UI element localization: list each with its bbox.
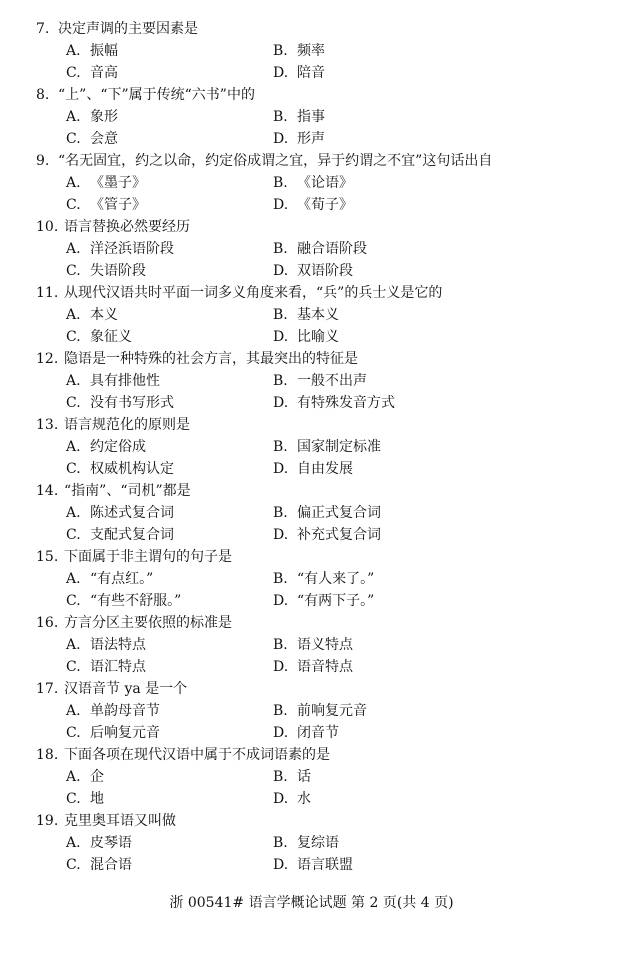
option-text: 频率 xyxy=(297,43,325,59)
option-text: 振幅 xyxy=(90,43,118,59)
option-text: 象形 xyxy=(90,109,118,125)
option-group xyxy=(36,502,616,546)
option-text: 闭音节 xyxy=(297,725,339,741)
answer-option xyxy=(273,106,325,128)
question-text: “指南”、“司机”都是 xyxy=(64,483,191,499)
question-number: 14. xyxy=(36,483,59,499)
question-number: 18. xyxy=(36,747,59,763)
answer-option xyxy=(66,568,153,590)
option-group xyxy=(36,832,616,876)
question-item xyxy=(36,810,616,876)
question-number: 11. xyxy=(36,285,59,301)
option-text: 前响复元音 xyxy=(297,703,367,719)
question-number: 10. xyxy=(36,219,59,235)
option-text: 语音特点 xyxy=(297,659,353,675)
answer-option xyxy=(66,62,118,84)
question-number: 17. xyxy=(36,681,59,697)
answer-option xyxy=(273,326,339,348)
question-stem xyxy=(36,546,616,568)
answer-option xyxy=(66,40,118,62)
option-letter: C. xyxy=(66,329,81,345)
option-letter: A. xyxy=(66,241,81,257)
answer-option xyxy=(66,788,104,810)
option-text: 水 xyxy=(297,791,311,807)
question-item xyxy=(36,480,616,546)
answer-option xyxy=(273,788,311,810)
answer-option xyxy=(66,832,132,854)
option-letter: A. xyxy=(66,43,81,59)
question-text: 汉语音节 ya 是一个 xyxy=(64,681,188,697)
option-text: 没有书写形式 xyxy=(90,395,174,411)
answer-option xyxy=(273,656,353,678)
option-group xyxy=(36,172,616,216)
option-letter: A. xyxy=(66,109,81,125)
answer-option xyxy=(66,634,146,656)
answer-option xyxy=(273,370,367,392)
option-group xyxy=(36,766,616,810)
option-letter: A. xyxy=(66,835,81,851)
option-text: 后响复元音 xyxy=(90,725,160,741)
answer-option xyxy=(273,392,395,414)
option-letter: B. xyxy=(273,505,288,521)
question-text: 决定声调的主要因素是 xyxy=(58,21,198,37)
option-letter: A. xyxy=(66,769,81,785)
option-text: 话 xyxy=(297,769,311,785)
answer-option xyxy=(66,128,118,150)
option-letter: D. xyxy=(273,659,289,675)
option-text: 双语阶段 xyxy=(297,263,353,279)
question-text: 下面各项在现代汉语中属于不成词语素的是 xyxy=(64,747,330,763)
answer-option xyxy=(273,524,381,546)
question-text: “名无固宜，约之以命，约定俗成谓之宜，异于约谓之不宜”这句话出自 xyxy=(58,153,493,169)
option-letter: D. xyxy=(273,857,289,873)
option-group xyxy=(36,634,616,678)
question-stem xyxy=(36,150,616,172)
answer-option xyxy=(273,832,339,854)
question-item xyxy=(36,612,616,678)
option-text: 会意 xyxy=(90,131,118,147)
option-group xyxy=(36,304,616,348)
option-letter: D. xyxy=(273,791,289,807)
option-letter: A. xyxy=(66,175,81,191)
question-item xyxy=(36,414,616,480)
question-stem xyxy=(36,18,616,40)
question-text: 克里奥耳语又叫做 xyxy=(64,813,176,829)
option-text: 约定俗成 xyxy=(90,439,146,455)
answer-option xyxy=(273,260,353,282)
option-letter: B. xyxy=(273,703,288,719)
option-letter: D. xyxy=(273,461,289,477)
question-item xyxy=(36,678,616,744)
answer-option xyxy=(66,656,146,678)
question-item xyxy=(36,18,616,84)
question-stem xyxy=(36,744,616,766)
option-letter: A. xyxy=(66,373,81,389)
answer-option xyxy=(66,172,146,194)
option-letter: C. xyxy=(66,527,81,543)
answer-option xyxy=(66,590,181,612)
option-letter: B. xyxy=(273,571,288,587)
option-letter: C. xyxy=(66,593,81,609)
question-number: 8. xyxy=(36,87,50,103)
option-letter: B. xyxy=(273,175,288,191)
option-text: 《荀子》 xyxy=(297,197,353,213)
question-number: 12. xyxy=(36,351,59,367)
option-letter: C. xyxy=(66,659,81,675)
question-number: 9. xyxy=(36,153,50,169)
question-item xyxy=(36,282,616,348)
option-text: 《管子》 xyxy=(90,197,146,213)
answer-option xyxy=(273,128,325,150)
answer-option xyxy=(273,722,339,744)
option-letter: D. xyxy=(273,329,289,345)
answer-option xyxy=(273,238,367,260)
option-text: 陪音 xyxy=(297,65,325,81)
option-text: 语法特点 xyxy=(90,637,146,653)
answer-option xyxy=(66,370,160,392)
option-text: 复综语 xyxy=(297,835,339,851)
option-letter: A. xyxy=(66,307,81,323)
option-letter: C. xyxy=(66,791,81,807)
option-letter: A. xyxy=(66,571,81,587)
question-item xyxy=(36,84,616,150)
option-text: 洋泾浜语阶段 xyxy=(90,241,174,257)
option-letter: C. xyxy=(66,65,81,81)
option-text: 国家制定标准 xyxy=(297,439,381,455)
answer-option xyxy=(66,106,118,128)
option-group xyxy=(36,436,616,480)
answer-option xyxy=(273,634,353,656)
answer-option xyxy=(273,568,374,590)
option-letter: B. xyxy=(273,43,288,59)
answer-option xyxy=(66,436,146,458)
question-text: 隐语是一种特殊的社会方言，其最突出的特征是 xyxy=(64,351,358,367)
option-letter: B. xyxy=(273,241,288,257)
option-letter: D. xyxy=(273,263,289,279)
option-letter: C. xyxy=(66,197,81,213)
question-text: “上”、“下”属于传统“六书”中的 xyxy=(58,87,255,103)
option-letter: D. xyxy=(273,197,289,213)
answer-option xyxy=(66,326,132,348)
answer-option xyxy=(273,458,353,480)
option-text: 语言联盟 xyxy=(297,857,353,873)
option-text: 形声 xyxy=(297,131,325,147)
option-text: 《论语》 xyxy=(297,175,353,191)
option-text: 音高 xyxy=(90,65,118,81)
question-number: 13. xyxy=(36,417,59,433)
question-text: 方言分区主要依照的标准是 xyxy=(64,615,232,631)
option-letter: A. xyxy=(66,439,81,455)
option-text: 自由发展 xyxy=(297,461,353,477)
answer-option xyxy=(273,854,353,876)
answer-option xyxy=(66,260,146,282)
question-stem xyxy=(36,216,616,238)
answer-option xyxy=(66,854,132,876)
option-text: 偏正式复合词 xyxy=(297,505,381,521)
question-item xyxy=(36,546,616,612)
option-letter: D. xyxy=(273,65,289,81)
option-text: 象征义 xyxy=(90,329,132,345)
answer-option xyxy=(66,392,174,414)
option-letter: A. xyxy=(66,703,81,719)
question-stem xyxy=(36,480,616,502)
answer-option xyxy=(273,502,381,524)
option-text: “有些不舒服。” xyxy=(90,593,182,609)
option-letter: C. xyxy=(66,461,81,477)
option-text: 语义特点 xyxy=(297,637,353,653)
option-text: “有人来了。” xyxy=(297,571,375,587)
answer-option xyxy=(66,766,104,788)
option-text: 混合语 xyxy=(90,857,132,873)
option-group xyxy=(36,106,616,150)
answer-option xyxy=(273,40,325,62)
option-letter: B. xyxy=(273,373,288,389)
option-letter: D. xyxy=(273,395,289,411)
option-letter: C. xyxy=(66,857,81,873)
option-text: 补充式复合词 xyxy=(297,527,381,543)
question-stem xyxy=(36,612,616,634)
option-text: 单韵母音节 xyxy=(90,703,160,719)
option-letter: A. xyxy=(66,505,81,521)
option-text: 《墨子》 xyxy=(90,175,146,191)
option-group xyxy=(36,370,616,414)
option-text: 语汇特点 xyxy=(90,659,146,675)
answer-option xyxy=(66,700,160,722)
option-text: 皮琴语 xyxy=(90,835,132,851)
option-letter: C. xyxy=(66,725,81,741)
answer-option xyxy=(66,304,118,326)
option-text: 指事 xyxy=(297,109,325,125)
option-group xyxy=(36,238,616,282)
option-text: 权威机构认定 xyxy=(90,461,174,477)
answer-option xyxy=(66,238,174,260)
page-footer: 浙 00541# 语言学概论试题 第 2 页(共 4 页) xyxy=(169,895,454,911)
option-letter: D. xyxy=(273,131,289,147)
option-letter: B. xyxy=(273,307,288,323)
question-item xyxy=(36,744,616,810)
option-letter: D. xyxy=(273,527,289,543)
question-text: 从现代汉语共时平面一词多义角度来看，“兵”的兵士义是它的 xyxy=(64,285,443,301)
option-text: 本义 xyxy=(90,307,118,323)
option-letter: D. xyxy=(273,725,289,741)
option-text: 具有排他性 xyxy=(90,373,160,389)
option-text: 企 xyxy=(90,769,104,785)
question-item xyxy=(36,348,616,414)
question-text: 语言替换必然要经历 xyxy=(64,219,190,235)
question-stem xyxy=(36,84,616,106)
answer-option xyxy=(66,502,174,524)
question-number: 16. xyxy=(36,615,59,631)
question-number: 19. xyxy=(36,813,59,829)
question-number: 7. xyxy=(36,21,50,37)
answer-option xyxy=(66,524,174,546)
question-list xyxy=(36,18,616,876)
option-text: 一般不出声 xyxy=(297,373,367,389)
option-text: “有点红。” xyxy=(90,571,154,587)
question-stem xyxy=(36,678,616,700)
option-text: 融合语阶段 xyxy=(297,241,367,257)
answer-option xyxy=(66,194,146,216)
question-stem xyxy=(36,348,616,370)
option-letter: B. xyxy=(273,439,288,455)
option-letter: C. xyxy=(66,131,81,147)
option-letter: C. xyxy=(66,395,81,411)
answer-option xyxy=(273,194,353,216)
option-letter: B. xyxy=(273,637,288,653)
option-letter: B. xyxy=(273,835,288,851)
question-text: 下面属于非主谓句的句子是 xyxy=(64,549,232,565)
option-letter: C. xyxy=(66,263,81,279)
option-group xyxy=(36,40,616,84)
option-text: 失语阶段 xyxy=(90,263,146,279)
option-text: 支配式复合词 xyxy=(90,527,174,543)
question-stem xyxy=(36,414,616,436)
question-stem xyxy=(36,810,616,832)
option-letter: D. xyxy=(273,593,289,609)
answer-option xyxy=(66,458,174,480)
option-text: 陈述式复合词 xyxy=(90,505,174,521)
option-letter: A. xyxy=(66,637,81,653)
answer-option xyxy=(273,62,325,84)
option-letter: B. xyxy=(273,109,288,125)
answer-option xyxy=(273,766,311,788)
answer-option xyxy=(273,436,381,458)
option-text: 比喻义 xyxy=(297,329,339,345)
option-text: “有两下子。” xyxy=(297,593,375,609)
question-text: 语言规范化的原则是 xyxy=(64,417,190,433)
option-text: 基本义 xyxy=(297,307,339,323)
question-stem xyxy=(36,282,616,304)
option-text: 地 xyxy=(90,791,104,807)
question-item xyxy=(36,150,616,216)
option-group xyxy=(36,568,616,612)
answer-option xyxy=(273,304,339,326)
answer-option xyxy=(273,172,353,194)
question-number: 15. xyxy=(36,549,59,565)
answer-option xyxy=(273,700,367,722)
option-text: 有特殊发音方式 xyxy=(297,395,395,411)
option-group xyxy=(36,700,616,744)
answer-option xyxy=(273,590,374,612)
question-item xyxy=(36,216,616,282)
answer-option xyxy=(66,722,160,744)
option-letter: B. xyxy=(273,769,288,785)
